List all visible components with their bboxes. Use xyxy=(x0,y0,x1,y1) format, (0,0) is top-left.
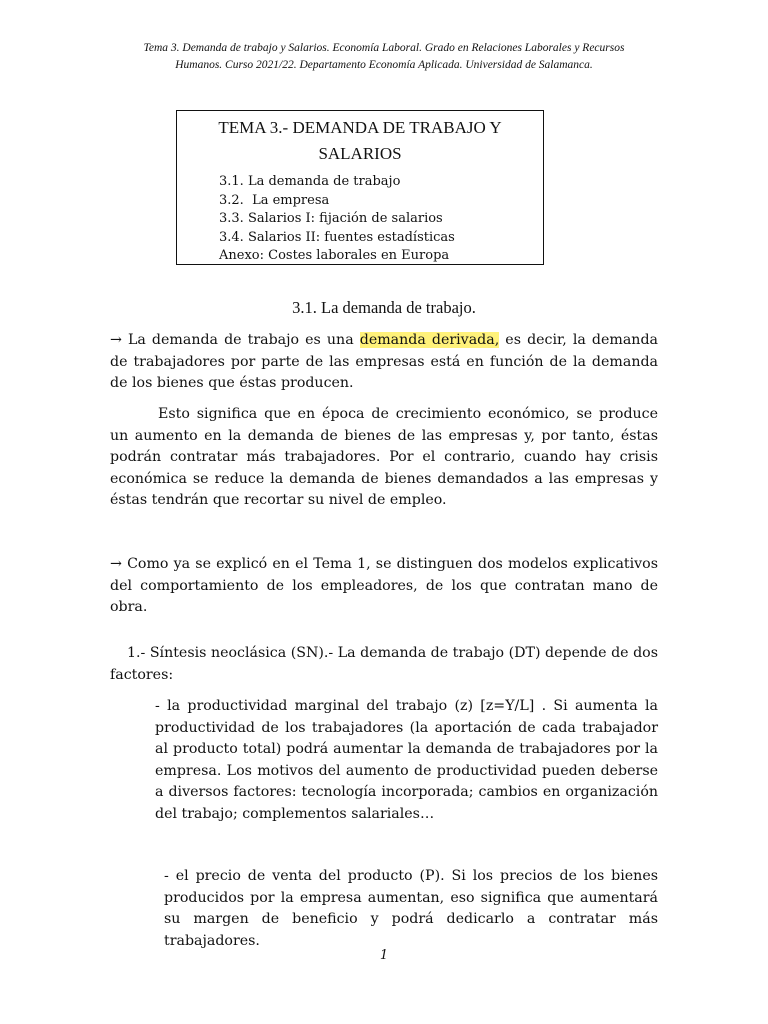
running-header xyxy=(60,40,708,74)
chapter-title-line-2: SALARIOS xyxy=(318,144,402,163)
page-number: 1 xyxy=(379,948,389,963)
paragraph-modelos: → Como ya se explicó en el Tema 1, se distinguen dos modelos explicativos del comportamiento de los empleadores, de los que contratan mano de obra. xyxy=(110,556,658,615)
paragraph-text: → La demanda de trabajo es una xyxy=(110,332,360,348)
header-line-2: Humanos. Curso 2021/22. Departamento Economía Aplicada. Universidad de Salamanca. xyxy=(175,59,593,71)
toc-item: 3.3. Salarios I: fijación de salarios xyxy=(219,211,443,226)
toc-item: Anexo: Costes laborales en Europa xyxy=(219,248,450,263)
section-heading: 3.1. La demanda de trabajo. xyxy=(292,298,476,317)
toc-item: 3.1. La demanda de trabajo xyxy=(219,174,401,189)
toc-item: 3.2. La empresa xyxy=(219,192,330,208)
paragraph-crecimiento: Esto significa que en época de crecimiento económico, se produce un aumento en la demanda de bienes de las empresas y, por tanto, éstas podrán contratar más trabajadores. Por el contrario, cuando hay crisis económica se reduce la demanda de bienes demandados a las empresas y éstas tendrán que recortar su nivel de empleo. xyxy=(110,406,658,508)
toc-item: 3.4. Salarios II: fuentes estadísticas xyxy=(219,229,455,245)
list-item-precio: - el precio de venta del producto (P). Si los precios de los bienes producidos por la empresa aumentan, eso significa que aumentará su margen de beneficio y podrá dedicarlo a contratar más trabajadores. xyxy=(164,868,658,949)
paragraph-text: es decir, la demanda de trabajadores por parte de las empresas está en función de la demanda de los bienes que éstas producen. xyxy=(110,332,658,391)
chapter-title-line-1: TEMA 3.- DEMANDA DE TRABAJO Y xyxy=(218,118,502,137)
paragraph-demanda-derivada xyxy=(110,330,658,395)
chapter-title xyxy=(177,115,543,167)
highlighted-term: demanda derivada, xyxy=(359,332,500,348)
header-line-1: Tema 3. Demanda de trabajo y Salarios. Economía Laboral. Grado en Relaciones Laborales y Recursos xyxy=(143,42,625,54)
list-item-productividad: - la productividad marginal del trabajo (z) [z=Y/L] . Si aumenta la productividad de los trabajadores (la aportación de cada trabajador al producto total) podrá aumentar la demanda de trabajadores por la empresa. Los motivos del aumento de productividad pueden deberse a diversos factores: tecnología incorporada; cambios en organización del trabajo; complementos salariales… xyxy=(155,698,658,822)
table-of-contents xyxy=(219,173,455,266)
title-box xyxy=(176,110,544,265)
paragraph-sintesis-neoclasica: 1.- Síntesis neoclásica (SN).- La demanda de trabajo (DT) depende de dos factores: xyxy=(110,645,658,683)
